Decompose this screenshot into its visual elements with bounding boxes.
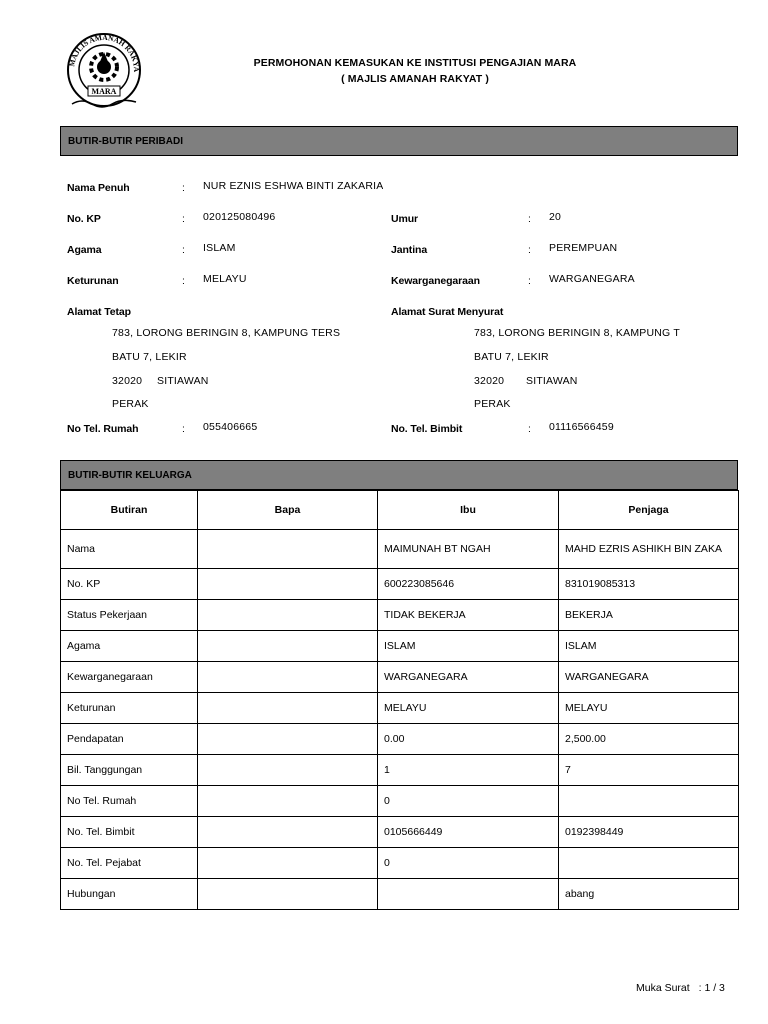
table-row — [61, 662, 739, 693]
logo-ring-text: MAJLIS AMANAH RAKYA — [67, 32, 142, 72]
alamat-tetap-postcode: 32020 — [112, 375, 143, 387]
table-cell: 7 — [559, 755, 739, 786]
keturunan-value: MELAYU — [203, 273, 247, 285]
table-cell: Hubungan — [61, 879, 198, 910]
alamat-surat-postcode: 32020 — [474, 375, 505, 387]
table-cell — [198, 848, 378, 879]
table-cell: ISLAM — [559, 631, 739, 662]
alamat-surat-city: SITIAWAN — [526, 375, 578, 387]
table-cell: Pendapatan — [61, 724, 198, 755]
agama-value: ISLAM — [203, 242, 236, 254]
alamat-surat-line2: BATU 7, LEKIR — [474, 351, 549, 363]
jantina-label: Jantina — [391, 244, 428, 256]
table-cell: 0 — [378, 848, 559, 879]
family-table — [60, 490, 739, 910]
table-row — [61, 724, 739, 755]
mara-logo — [58, 30, 150, 112]
table-cell: Kewarganegaraan — [61, 662, 198, 693]
table-cell: 0 — [378, 786, 559, 817]
column-header: Penjaga — [559, 491, 739, 530]
alamat-tetap-city: SITIAWAN — [157, 375, 209, 387]
column-header: Bapa — [198, 491, 378, 530]
alamat-tetap-label: Alamat Tetap — [67, 306, 131, 318]
table-cell: No. Tel. Bimbit — [61, 817, 198, 848]
tel-rumah-label: No Tel. Rumah — [67, 423, 139, 435]
table-cell: BEKERJA — [559, 600, 739, 631]
colon: : — [182, 275, 185, 287]
logo-name: MARA — [91, 87, 117, 96]
nama-value: NUR EZNIS ESHWA BINTI ZAKARIA — [203, 180, 384, 192]
page-number — [636, 982, 725, 994]
table-cell: Nama — [61, 530, 198, 569]
table-row — [61, 879, 739, 910]
table-cell — [198, 755, 378, 786]
table-row — [61, 755, 739, 786]
table-row — [61, 530, 739, 569]
table-cell — [378, 879, 559, 910]
section-family-title: BUTIR-BUTIR KELUARGA — [68, 470, 192, 481]
agama-label: Agama — [67, 244, 102, 256]
table-cell: 831019085313 — [559, 569, 739, 600]
table-row — [61, 848, 739, 879]
umur-label: Umur — [391, 213, 419, 225]
alamat-tetap-state: PERAK — [112, 398, 149, 410]
table-row — [61, 817, 739, 848]
table-cell: MELAYU — [559, 693, 739, 724]
table-cell: Status Pekerjaan — [61, 600, 198, 631]
table-cell: No. Tel. Pejabat — [61, 848, 198, 879]
table-cell: WARGANEGARA — [559, 662, 739, 693]
kp-label: No. KP — [67, 213, 101, 225]
colon: : — [528, 423, 531, 435]
jantina-value: PEREMPUAN — [549, 242, 618, 254]
table-cell — [198, 569, 378, 600]
alamat-surat-label: Alamat Surat Menyurat — [391, 306, 504, 318]
table-cell — [198, 662, 378, 693]
table-cell: Agama — [61, 631, 198, 662]
table-cell: TIDAK BEKERJA — [378, 600, 559, 631]
table-cell: Keturunan — [61, 693, 198, 724]
table-cell: abang — [559, 879, 739, 910]
tel-rumah-value: 055406665 — [203, 421, 258, 433]
page-number-value: : 1 / 3 — [698, 982, 725, 994]
table-row — [61, 569, 739, 600]
table-row — [61, 631, 739, 662]
tel-bimbit-label: No. Tel. Bimbit — [391, 423, 463, 435]
form-title: PERMOHONAN KEMASUKAN KE INSTITUSI PENGAJIAN MARA — [253, 57, 577, 69]
alamat-tetap-line1: 783, LORONG BERINGIN 8, KAMPUNG TERS — [112, 327, 341, 339]
table-cell — [198, 530, 378, 569]
warga-value: WARGANEGARA — [549, 273, 635, 285]
table-cell — [198, 786, 378, 817]
table-cell: 0.00 — [378, 724, 559, 755]
table-cell: MELAYU — [378, 693, 559, 724]
table-cell — [559, 848, 739, 879]
section-personal-header — [60, 126, 738, 156]
table-cell — [198, 600, 378, 631]
alamat-tetap-line2: BATU 7, LEKIR — [112, 351, 187, 363]
alamat-surat-line1: 783, LORONG BERINGIN 8, KAMPUNG T — [474, 327, 680, 339]
page-number-label: Muka Surat — [636, 982, 690, 994]
table-cell: No. KP — [61, 569, 198, 600]
table-cell — [198, 724, 378, 755]
table-cell: 600223085646 — [378, 569, 559, 600]
table-cell: 2,500.00 — [559, 724, 739, 755]
colon: : — [528, 213, 531, 225]
table-cell: 0105666449 — [378, 817, 559, 848]
table-cell: 0192398449 — [559, 817, 739, 848]
table-row — [61, 786, 739, 817]
table-cell — [559, 786, 739, 817]
table-cell — [198, 817, 378, 848]
table-cell: 1 — [378, 755, 559, 786]
colon: : — [182, 423, 185, 435]
colon: : — [182, 182, 185, 194]
table-cell: MAHD EZRIS ASHIKH BIN ZAKA — [559, 530, 739, 569]
kp-value: 020125080496 — [203, 211, 276, 223]
tel-bimbit-value: 01116566459 — [549, 421, 614, 433]
table-cell: Bil. Tanggungan — [61, 755, 198, 786]
table-cell: MAIMUNAH BT NGAH — [378, 530, 559, 569]
table-cell — [198, 879, 378, 910]
column-header: Butiran — [61, 491, 198, 530]
form-subtitle: ( MAJLIS AMANAH RAKYAT ) — [341, 73, 489, 85]
colon: : — [528, 244, 531, 256]
table-cell — [198, 631, 378, 662]
section-family-header — [60, 460, 738, 490]
colon: : — [528, 275, 531, 287]
alamat-surat-state: PERAK — [474, 398, 511, 410]
table-header-row — [61, 491, 739, 530]
table-cell: WARGANEGARA — [378, 662, 559, 693]
table-cell: ISLAM — [378, 631, 559, 662]
warga-label: Kewarganegaraan — [391, 275, 480, 287]
table-cell: No Tel. Rumah — [61, 786, 198, 817]
table-row — [61, 600, 739, 631]
section-personal-title: BUTIR-BUTIR PERIBADI — [68, 136, 183, 147]
table-row — [61, 693, 739, 724]
colon: : — [182, 213, 185, 225]
table-cell — [198, 693, 378, 724]
keturunan-label: Keturunan — [67, 275, 119, 287]
column-header: Ibu — [378, 491, 559, 530]
umur-value: 20 — [549, 211, 562, 223]
colon: : — [182, 244, 185, 256]
nama-label: Nama Penuh — [67, 182, 130, 194]
